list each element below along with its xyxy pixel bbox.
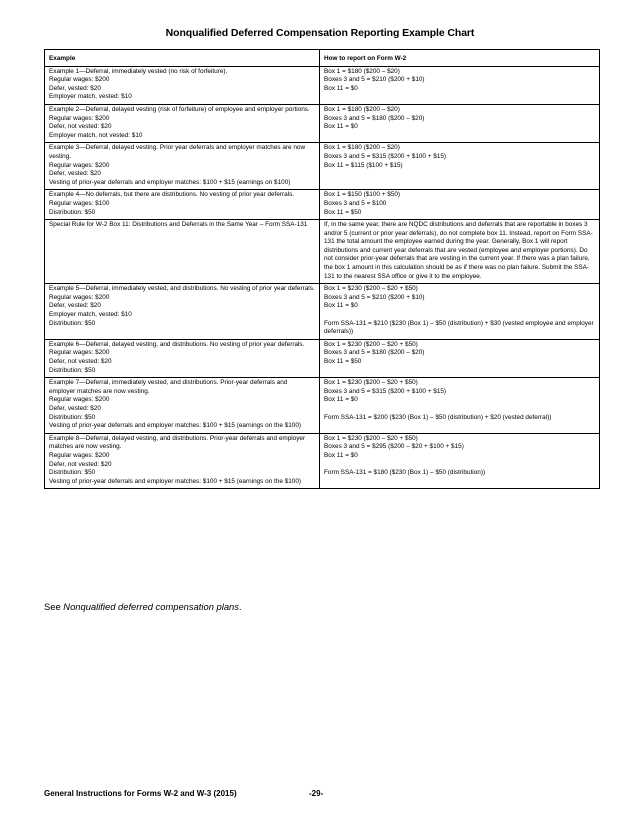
cell-line: Defer, vested: $20 [49, 170, 101, 178]
cell-line: Defer, vested: $20 [49, 84, 101, 92]
cell-line: Box 11 = $50 [324, 358, 362, 365]
example-cell [45, 104, 320, 142]
cell-line: Box 1 = $230 ($200 – $20 + $50) [324, 434, 418, 442]
cell-line: Regular wages: $200 [49, 349, 110, 357]
cell-line: Boxes 3 and 5 = $210 ($200 + $10) [324, 293, 425, 301]
example-cell [45, 339, 320, 377]
cell-line: Box 11 = $0 [324, 396, 358, 404]
cell-line: Distribution: $50 [49, 366, 96, 374]
see-reference-note [44, 601, 242, 612]
cell-line: Employer match, vested: $10 [49, 93, 132, 101]
example-cell [45, 284, 320, 340]
cell-line: Example 7—Deferral, immediately vested, and distributions. Prior-year deferrals and employer matches are now vesting. [49, 379, 288, 395]
cell-line: Regular wages: $100 [49, 199, 110, 207]
table-row [45, 143, 600, 190]
example-cell [45, 378, 320, 434]
cell-line: Regular wages: $200 [49, 451, 110, 459]
example-cell [45, 66, 320, 104]
cell-line: Box 1 = $180 ($200 – $20) [324, 144, 400, 152]
cell-line: Vesting of prior-year deferrals and employer matches: $100 + $15 (earnings on the $100) [49, 477, 302, 485]
cell-line: Defer, not vested: $20 [49, 123, 112, 131]
cell-line: Boxes 3 and 5 = $210 ($200 + $10) [324, 76, 425, 84]
cell-line: Distribution: $50 [49, 319, 96, 327]
cell-line: Box 1 = $230 ($200 – $20 + $50) [324, 340, 418, 348]
column-header-example: Example [45, 50, 320, 67]
page-title: Nonqualified Deferred Compensation Reporting Example Chart [165, 27, 475, 39]
cell-line: Example 4—No deferrals, but there are distributions. No vesting of prior year deferrals. [49, 191, 295, 199]
footer-page-number: -29- [309, 789, 324, 798]
table-row [45, 284, 600, 340]
cell-line: If, in the same year, there are NQDC distributions and deferrals that are reportable in boxes 3 and/or 5 (current or prior year deferrals), do not complete box 11. Instead, report on Form SSA-131 the total amount the employee earned during the year. Generally, Box 1 will report distributions and current year deferrals that are vested (employee and employer portions). Do not consider prior-year deferrals that are vesting in the current year. If there was a plan failure, the box 1 amount in this calculation should be as if there was no plan failure. Submit the SSA-131 to the nearest SSA office or give it to the employee. [324, 221, 593, 280]
cell-line: Box 11 = $115 ($100 + $15) [324, 161, 403, 169]
cell-line: Distribution: $50 [49, 208, 96, 216]
blank-line [324, 405, 595, 414]
see-note-suffix: . [238, 601, 242, 612]
table-row [45, 66, 600, 104]
report-cell [320, 433, 600, 489]
cell-line: Box 1 = $230 ($200 – $20 + $50) [324, 285, 418, 293]
example-cell [45, 220, 320, 284]
cell-line: Boxes 3 and 5 = $315 ($200 + $100 + $15) [324, 152, 447, 160]
cell-line: Box 11 = $50 [324, 208, 362, 216]
footer-publication-title: General Instructions for Forms W-2 and W-3 (2015) [44, 789, 237, 798]
report-cell [320, 104, 600, 142]
cell-line: Box 1 = $180 ($200 – $20) [324, 67, 400, 75]
cell-line: Box 1 = $180 ($200 – $20) [324, 105, 400, 113]
cell-line: Box 11 = $0 [324, 302, 358, 310]
cell-line: Employer match, not vested: $10 [49, 131, 143, 139]
cell-line: Box 11 = $0 [324, 123, 358, 131]
cell-line: Box 11 = $0 [324, 451, 358, 459]
cell-line: Special Rule for W-2 Box 11: Distributions and Deferrals in the Same Year – Form SSA-131 [49, 221, 308, 229]
cell-line: Defer, not vested: $20 [49, 460, 112, 468]
cell-line: Defer, not vested: $20 [49, 358, 112, 365]
table-row [45, 339, 600, 377]
table-row [45, 104, 600, 142]
cell-line: Boxes 3 and 5 = $315 ($200 + $100 + $15) [324, 387, 447, 395]
cell-line: Regular wages: $200 [49, 161, 110, 169]
cell-line: Distribution: $50 [49, 413, 96, 421]
cell-line: Boxes 3 and 5 = $100 [324, 199, 387, 207]
table-row [45, 378, 600, 434]
blank-line [324, 461, 595, 470]
report-cell [320, 284, 600, 340]
cell-line: Example 6—Deferral, delayed vesting, and distributions. No vesting of prior year deferrals. [49, 340, 305, 348]
cell-line: Example 5—Deferral, immediately vested, and distributions. No vesting of prior year deferrals. [49, 285, 315, 293]
report-cell [320, 339, 600, 377]
cell-line: Regular wages: $200 [49, 76, 110, 84]
cell-line: Regular wages: $200 [49, 114, 110, 122]
cell-line: Defer, vested: $20 [49, 302, 101, 310]
cell-line: Boxes 3 and 5 = $180 ($200 – $20) [324, 114, 425, 122]
cell-line: Boxes 3 and 5 = $180 ($200 – $20) [324, 349, 425, 357]
cell-line: Form SSA-131 = $210 ($230 (Box 1) – $50 (distribution) + $30 (vested employee and employer deferrals)) [324, 319, 594, 336]
cell-line: Example 1—Deferral, immediately vested (no risk of forfeiture). [49, 67, 228, 75]
cell-line: Example 8—Deferral, delayed vesting, and distributions. Prior-year deferrals and employer matches are now vesting. [49, 434, 306, 451]
cell-line: Boxes 3 and 5 = $295 ($200 – $20 + $100 + $15) [324, 443, 464, 451]
cell-line: Box 11 = $0 [324, 84, 358, 92]
cell-line: Vesting of prior-year deferrals and employer matches: $100 + $15 (earnings on $100) [49, 178, 291, 186]
blank-line [324, 311, 595, 320]
cell-line: Box 1 = $230 ($200 – $20 + $50) [324, 379, 418, 387]
table-header-row [45, 50, 600, 67]
report-cell [320, 220, 600, 284]
report-cell [320, 143, 600, 190]
cell-line: Employer match, vested: $10 [49, 311, 132, 319]
example-cell [45, 143, 320, 190]
cell-line: Vesting of prior-year deferrals and employer matches: $100 + $15 (earnings on the $100) [49, 422, 302, 430]
cell-line: Form SSA-131 = $180 ($230 (Box 1) – $50 (distribution)) [324, 469, 486, 477]
example-cell [45, 190, 320, 220]
report-cell [320, 190, 600, 220]
cell-line: Distribution: $50 [49, 469, 96, 477]
cell-line: Box 1 = $150 ($100 + $50) [324, 191, 401, 199]
report-cell [320, 66, 600, 104]
cell-line: Defer, vested: $20 [49, 404, 101, 412]
reporting-example-table [44, 49, 600, 489]
report-cell [320, 378, 600, 434]
cell-line: Regular wages: $200 [49, 396, 110, 404]
cell-line: Example 2—Deferral, delayed vesting (risk of forfeiture) of employee and employer portions. [49, 105, 310, 113]
cell-line: Form SSA-131 = $200 ($230 (Box 1) – $50 (distribution) + $20 (vested deferral)) [324, 413, 552, 421]
cell-line: Regular wages: $200 [49, 293, 110, 301]
table-row [45, 433, 600, 489]
column-header-how-to-report: How to report on Form W-2 [320, 50, 600, 67]
cell-line: Example 3—Deferral, delayed vesting. Prior year deferrals and employer matches are now vesting. [49, 144, 306, 160]
example-cell [45, 433, 320, 489]
see-note-prefix: See [44, 601, 64, 612]
table-row [45, 190, 600, 220]
table-row [45, 220, 600, 284]
see-note-link[interactable]: Nonqualified deferred compensation plans [63, 601, 239, 612]
